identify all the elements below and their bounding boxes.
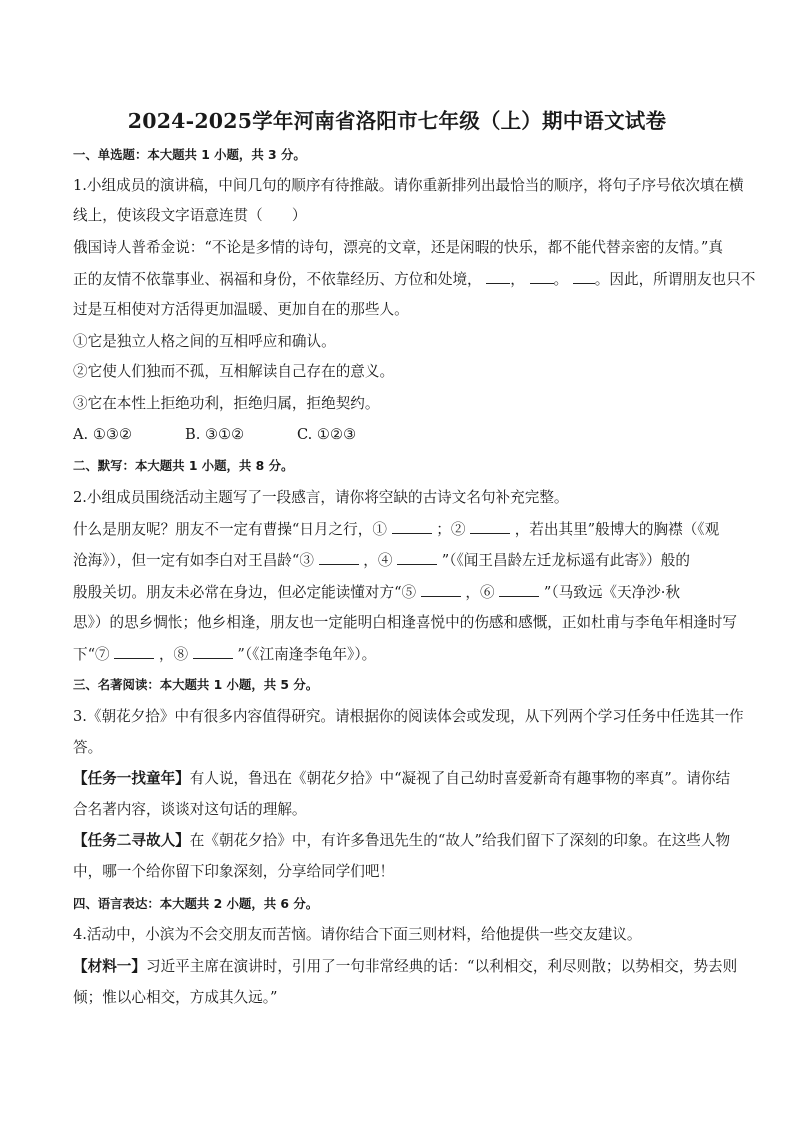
- q3-task-1-line-2: 合名著内容，谈谈对这句话的理解。: [73, 801, 307, 818]
- q4-material-1-line-2: 倾；惟以心相交，方成其久远。”: [73, 989, 278, 1006]
- q3-task-2-line-2: 中，哪一个给你留下印象深刻，分享给同学们吧！: [73, 863, 395, 880]
- answer-blank-6[interactable]: [499, 582, 539, 597]
- q3-text: 有人说，鲁迅在《朝花夕拾》中“凝视了自己幼时喜爱新奇有趣事物的率真”。请你结: [189, 770, 731, 787]
- q2-text: ；②: [436, 521, 466, 538]
- q3-stem-line-2: 答。: [73, 739, 103, 756]
- q4-stem: 4.活动中，小滨为不会交朋友而苦恼。请你结合下面三则材料，给他提供一些交友建议。: [73, 926, 642, 943]
- q2-line-3: [73, 582, 723, 603]
- q2-text: ，④: [363, 552, 393, 569]
- q2-line-4: 思》）的思乡惆怅；他乡相逢，朋友也一定能明白相逢喜悦中的伤感和感慨，正如杜甫与李龟年相逢时写: [73, 614, 738, 631]
- q1-passage-line-3: 过是互相使对方活得更加温暖、更加自在的那些人。: [73, 301, 409, 318]
- answer-blank-2[interactable]: [470, 519, 510, 534]
- q3-stem-line-1: 3.《朝花夕拾》中有很多内容值得研究。请根据你的阅读体会或发现，从下列两个学习任务中任选其一作: [73, 708, 744, 725]
- answer-blank-7[interactable]: [114, 644, 154, 659]
- q2-text: ”（《闻王昌龄左迁龙标遥有此寄》）般的: [441, 552, 690, 569]
- answer-blank-4[interactable]: [397, 550, 437, 565]
- q2-stem: 2.小组成员围绕活动主题写了一段感言，请你将空缺的古诗文名句补充完整。: [73, 489, 569, 506]
- q2-text: 沧海》），但一定有如李白对王昌龄“③: [73, 552, 314, 569]
- q4-material-1-line-1: [73, 957, 738, 977]
- punct: ，: [510, 271, 525, 288]
- answer-blank[interactable]: [530, 269, 554, 284]
- q3-text: 在《朝花夕拾》中，有许多鲁迅先生的“故人”给我们留下了深刻的印象。在这些人物: [189, 832, 731, 849]
- q2-line-5: [73, 644, 723, 665]
- section-heading-language-expression: 四、语言表达：本大题共 2 小题，共 6 分。: [73, 896, 319, 911]
- q1-passage-text: 。因此，所谓朋友也只不: [594, 271, 756, 288]
- task-2-tag: 【任务二寻故人】: [73, 832, 190, 849]
- q2-text: ”（马致远《天净沙·秋: [543, 584, 681, 601]
- section-heading-single-choice: 一、单选题：本大题共 1 小题，共 3 分。: [73, 147, 306, 162]
- q2-text: 什么是朋友呢？朋友不一定有曹操“日月之行，①: [73, 521, 387, 538]
- q1-stem-line-2: 线上，使该段文字语意连贯（ ）: [73, 207, 307, 224]
- option-b[interactable]: B. ③①②: [185, 426, 245, 443]
- page-title: 2024-2025学年河南省洛阳市七年级（上）期中语文试卷: [127, 109, 667, 133]
- answer-blank-8[interactable]: [193, 644, 233, 659]
- answer-blank-3[interactable]: [319, 550, 359, 565]
- option-a[interactable]: A. ①③②: [73, 426, 133, 443]
- q2-text: ，⑧: [158, 646, 189, 663]
- q1-item-3: ③它在本性上拒绝功利，拒绝归属，拒绝契约。: [73, 395, 380, 412]
- q2-text: ”（《江南逢李龟年》）。: [237, 646, 377, 663]
- q2-text: 殷殷关切。朋友未必常在身边，但必定能读懂对方“⑤: [73, 584, 417, 601]
- q2-text: ，若出其里”般博大的胸襟（《观: [514, 521, 720, 538]
- q3-task-1-line-1: [73, 769, 731, 789]
- section-heading-classic-reading: 三、名著阅读：本大题共 1 小题，共 5 分。: [73, 677, 319, 692]
- q2-line-1: [73, 519, 723, 540]
- section-heading-dictation: 二、默写：本大题共 1 小题，共 8 分。: [73, 458, 294, 473]
- q1-item-2: ②它使人们独而不孤，互相解读自己存在的意义。: [73, 363, 395, 380]
- option-c[interactable]: C. ①②③: [297, 426, 357, 443]
- q1-passage-line-2: [73, 269, 756, 290]
- q1-options: [73, 425, 723, 445]
- answer-blank-1[interactable]: [392, 519, 432, 534]
- q3-task-2-line-1: [73, 831, 731, 851]
- q2-text: ，⑥: [465, 584, 495, 601]
- material-1-tag: 【材料一】: [73, 958, 146, 975]
- q4-text: 习近平主席在演讲时，引用了一句非常经典的话：“以利相交，利尽则散；以势相交，势去则: [145, 958, 738, 975]
- q1-item-1: ①它是独立人格之间的互相呼应和确认。: [73, 333, 336, 350]
- answer-blank[interactable]: [486, 269, 510, 284]
- q2-line-2: [73, 550, 723, 571]
- punct: 。: [553, 271, 569, 288]
- task-1-tag: 【任务一找童年】: [73, 770, 190, 787]
- answer-blank[interactable]: [573, 269, 595, 284]
- q1-passage-text: 正的友情不依靠事业、祸福和身份，不依靠经历、方位和处境，: [73, 271, 482, 288]
- q1-passage-line-1: 俄国诗人普希金说：“不论是多情的诗句，漂亮的文章，还是闲暇的快乐，都不能代替亲密的友情。”真: [73, 239, 723, 256]
- answer-blank-5[interactable]: [421, 582, 461, 597]
- q1-stem-line-1: 1.小组成员的演讲稿，中间几句的顺序有待推敲。请你重新排列出最恰当的顺序，将句子序号依次填在横: [73, 177, 744, 194]
- q2-text: 下“⑦: [73, 646, 110, 663]
